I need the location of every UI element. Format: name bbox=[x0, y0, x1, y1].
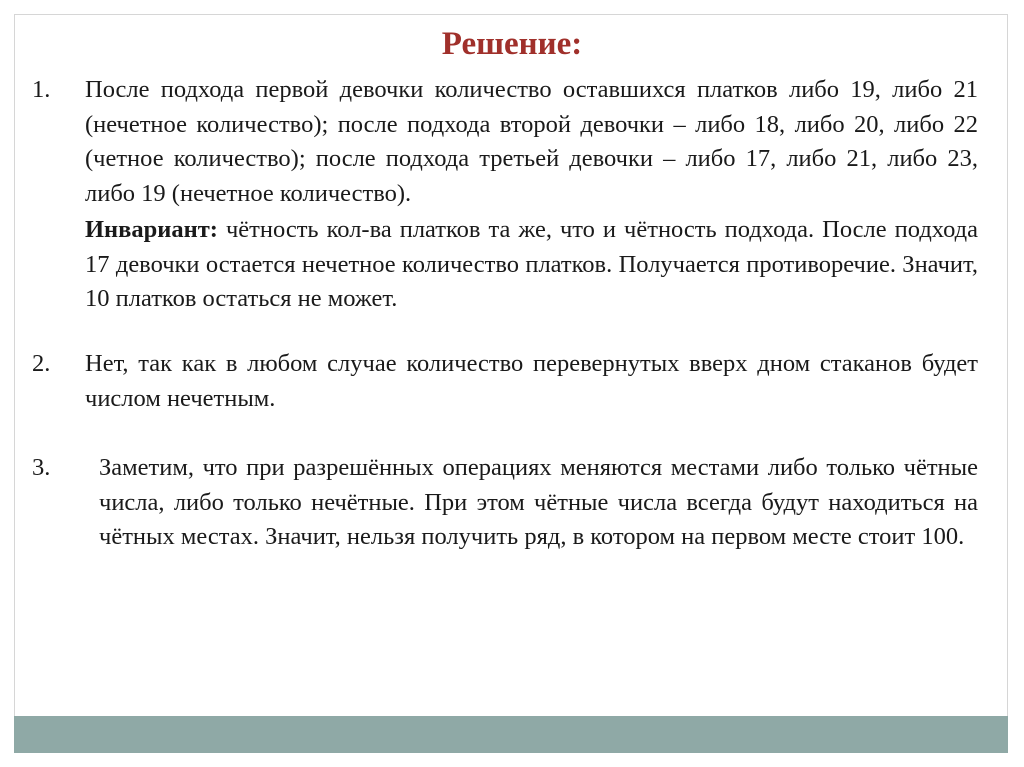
solution-item-3 bbox=[32, 451, 978, 555]
bottom-bar bbox=[14, 716, 1008, 753]
item-number: 3. bbox=[32, 454, 51, 481]
item-body bbox=[85, 347, 978, 416]
slide-title: Решение: bbox=[441, 26, 583, 62]
invariant-text: чётность кол-ва платков та же, что и чётность подхода. После подхода 17 девочки остается нечетное количество платков. Получается противоречие. Значит, 10 платков остаться не может. bbox=[85, 216, 978, 312]
solution-item-1 bbox=[32, 73, 978, 317]
item-number: 2. bbox=[32, 350, 51, 377]
item-text: Нет, так как в любом случае количество перевернутых вверх дном стаканов будет числом нечетным. bbox=[85, 350, 978, 412]
invariant-paragraph bbox=[85, 213, 978, 317]
item-text: Заметим, что при разрешённых операциях меняются местами либо только чётные числа, либо только нечётные. При этом чётные числа всегда будут находиться на чётных местах. Значит, нельзя получить ряд, в котором на первом месте стоит 100. bbox=[99, 454, 978, 550]
item-body bbox=[85, 73, 978, 317]
item-body bbox=[85, 451, 978, 555]
solution-item-2 bbox=[32, 347, 978, 416]
item-number: 1. bbox=[32, 76, 51, 103]
invariant-label: Инвариант: bbox=[85, 216, 218, 243]
item-text: После подхода первой девочки количество оставшихся платков либо 19, либо 21 (нечетное количество); после подхода второй девочки – либо 18, либо 20, либо 22 (четное количество); после подхода третьей девочки – либо 17, либо 21, либо 23, либо 19 (нечетное количество). bbox=[85, 76, 978, 207]
